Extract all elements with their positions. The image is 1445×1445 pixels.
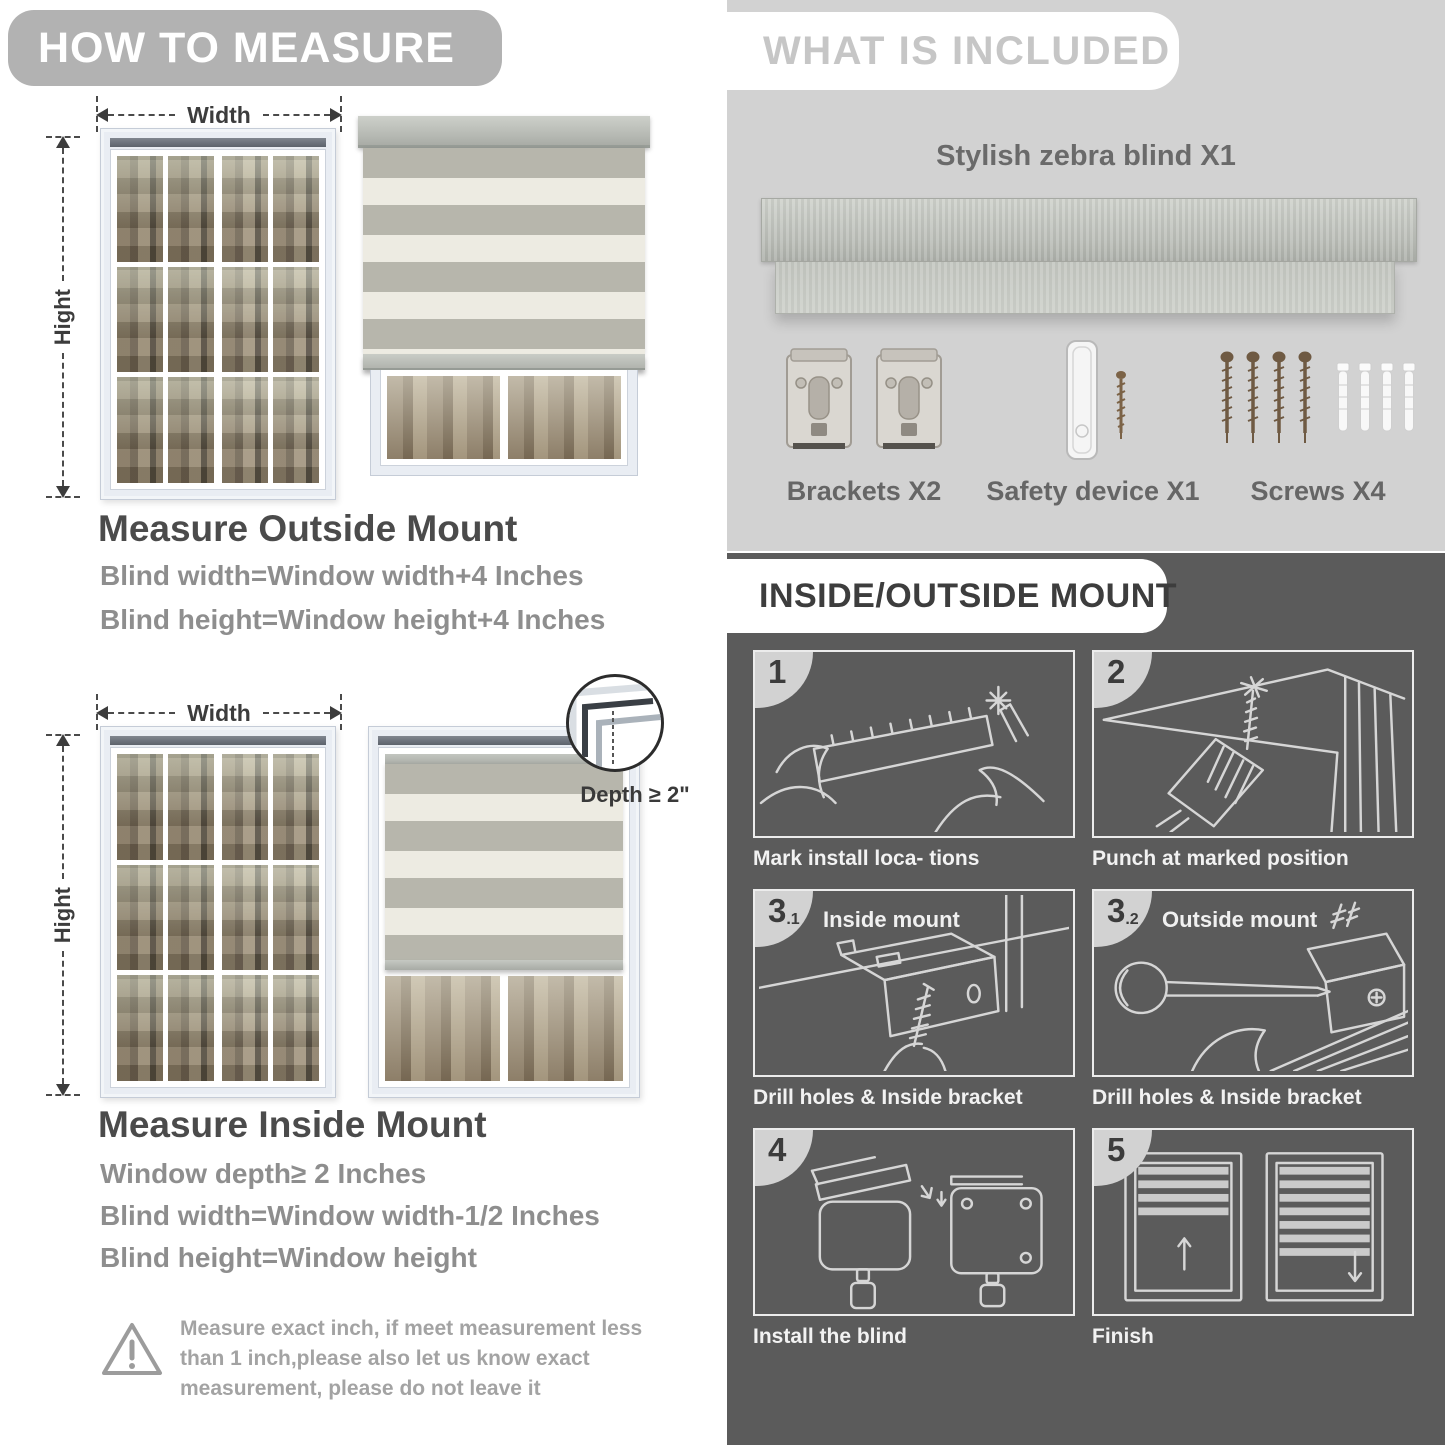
- step-3-1-caption: Drill holes & Inside bracket: [753, 1086, 1023, 1109]
- installation-steps-grid: [753, 650, 1414, 1349]
- step-3-2: [1092, 889, 1414, 1110]
- step-1-illustration: [759, 656, 1069, 832]
- step-1-caption: Mark install loca- tions: [753, 847, 980, 870]
- zebra-blind-headrail-image: [761, 198, 1417, 314]
- depth-detail-magnifier: [566, 674, 664, 772]
- inside-outside-mount-header: INSIDE/OUTSIDE MOUNT: [727, 559, 1167, 633]
- step-5: [1092, 1128, 1414, 1349]
- step-overlay-label: Inside mount: [823, 907, 960, 932]
- inside-rule-width: Blind width=Window width-1/2 Inches: [100, 1200, 600, 1231]
- arrow-down-icon: [56, 486, 70, 498]
- step-overlay-label: Outside mount: [1162, 907, 1318, 932]
- step-1: [753, 650, 1075, 871]
- bracket-icon: [779, 336, 949, 468]
- product-label: Stylish zebra blind X1: [936, 140, 1236, 172]
- warning-triangle-icon: [100, 1320, 164, 1380]
- step-number-badge: 3.1: [755, 891, 813, 947]
- step-number-badge: 2: [1094, 652, 1152, 708]
- how-to-measure-header: [8, 10, 502, 86]
- inside-mount-title: Measure Inside Mount: [98, 1104, 487, 1145]
- headrail-cassette: [761, 198, 1417, 262]
- depth-label: Depth ≥ 2": [580, 782, 690, 807]
- outside-rule-height: Blind height=Window height+4 Inches: [100, 604, 606, 635]
- step-2-panel: [1092, 650, 1414, 838]
- step-3-1-panel: [753, 889, 1075, 1077]
- arrow-down-icon: [56, 1084, 70, 1096]
- window-corner-detail: [569, 677, 661, 769]
- inside-rule-depth: Window depth≥ 2 Inches: [100, 1158, 427, 1189]
- outside-mount-title: Measure Outside Mount: [98, 508, 518, 549]
- step-2-illustration: [1098, 656, 1408, 832]
- what-is-included-section: [727, 0, 1445, 551]
- what-is-included-header: WHAT IS INCLUDED: [727, 12, 1179, 90]
- how-to-measure-title: HOW TO MEASURE: [38, 23, 455, 72]
- inside-outside-mount-section: [727, 553, 1445, 1445]
- width-dimension-outside: [96, 102, 342, 128]
- component-brackets: [755, 336, 973, 507]
- height-dimension-outside: [50, 136, 76, 498]
- outside-rule-width: Blind width=Window width+4 Inches: [100, 560, 584, 591]
- window-illustration-inside: [100, 726, 336, 1098]
- step-number-badge: 4: [755, 1130, 813, 1186]
- step-number-badge: 1: [755, 652, 813, 708]
- window-head-strip: [110, 736, 326, 745]
- step-4-illustration: [759, 1134, 1069, 1310]
- step-5-caption: Finish: [1092, 1325, 1154, 1348]
- height-label: Hight: [50, 288, 75, 346]
- step-1-panel: [753, 650, 1075, 838]
- step-number-badge: 5: [1094, 1130, 1152, 1186]
- step-3-2-panel: [1092, 889, 1414, 1077]
- arrow-left-icon: [96, 706, 108, 720]
- screws-icon: [1213, 336, 1423, 468]
- step-4-panel: [753, 1128, 1075, 1316]
- arrow-up-icon: [56, 734, 70, 746]
- step-5-panel: [1092, 1128, 1414, 1316]
- width-label: Width: [187, 101, 251, 128]
- step-4-caption: Install the blind: [753, 1325, 908, 1348]
- component-screws: [1213, 336, 1423, 507]
- arrow-right-icon: [330, 108, 342, 122]
- height-label: Hight: [50, 886, 75, 944]
- component-safety-device: [973, 336, 1213, 507]
- blind-bottom-rail: [385, 960, 623, 970]
- arrow-right-icon: [330, 706, 342, 720]
- safety-device-label: Safety device X1: [986, 476, 1200, 506]
- step-number-badge: 3.2: [1094, 891, 1152, 947]
- step-2: [1092, 650, 1414, 871]
- zebra-fabric: [363, 148, 645, 354]
- height-dimension-inside: [50, 734, 76, 1096]
- step-3-2-caption: Drill holes & Inside bracket: [1092, 1086, 1362, 1109]
- window-head-strip: [110, 138, 326, 147]
- window-illustration-outside: [100, 128, 336, 500]
- blind-cassette: [358, 116, 650, 148]
- included-components-row: [755, 336, 1423, 507]
- measurement-warning-text: Measure exact inch, if meet measurement less than 1 inch,please also let us know exact measurement, please do not leave it: [180, 1317, 643, 1400]
- screws-label: Screws X4: [1250, 476, 1386, 506]
- width-dimension-inside: [96, 700, 342, 726]
- step-2-caption: Punch at marked position: [1092, 847, 1349, 870]
- brackets-label: Brackets X2: [786, 476, 942, 506]
- right-column: [727, 0, 1445, 1445]
- arrow-up-icon: [56, 136, 70, 148]
- width-label: Width: [187, 699, 251, 726]
- zebra-blind-outside-mount-illustration: [358, 116, 650, 476]
- step-4: [753, 1128, 1075, 1349]
- inside-rule-height: Blind height=Window height: [100, 1242, 477, 1273]
- step-3-1: [753, 889, 1075, 1110]
- headrail-valance: [775, 262, 1395, 314]
- safety-device-icon: [1033, 336, 1153, 468]
- step-5-illustration: [1098, 1134, 1408, 1310]
- arrow-left-icon: [96, 108, 108, 122]
- blind-bottom-rail: [363, 354, 645, 370]
